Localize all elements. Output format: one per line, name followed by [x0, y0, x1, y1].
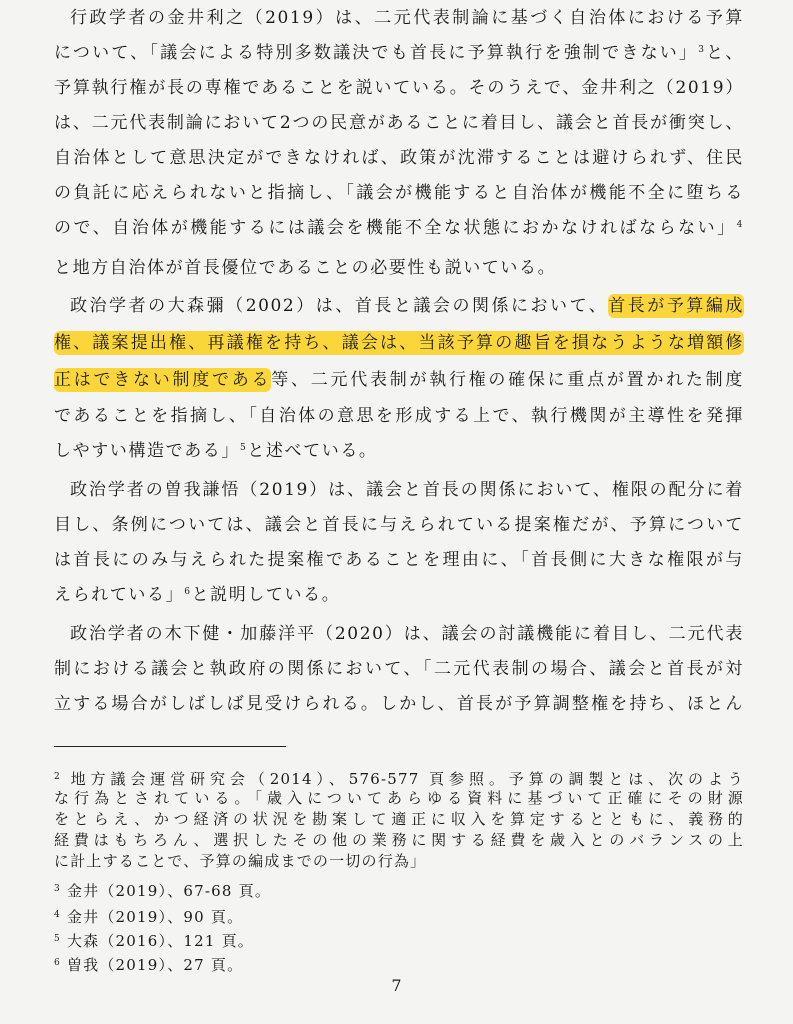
highlighted-text: 正はできない制度である — [54, 370, 272, 390]
body-line: は、二元代表制論において2つの民意があることに着目し、議会と首長が衝突し、 — [54, 113, 744, 133]
footnote-line: に計上することで、予算の編成までの一切の行為」 — [54, 852, 427, 870]
highlighted-text: 首長が予算編成 — [608, 296, 744, 316]
body-line: 正はできない制度である等、二元代表制が執行権の確保に重点が置かれた制度 — [54, 370, 744, 390]
footnote-line: な行為とされている。「歳入についてあらゆる資料に基づいて正確にその財源 — [54, 789, 744, 807]
footnote-line: $^6$ 曽我（2019）、27 頁。 — [54, 956, 244, 974]
body-line: と地方自治体が首長優位であることの必要性も説いている。 — [54, 258, 557, 278]
body-line: であることを指摘し、「自治体の意思を形成する上で、執行機関が主導性を発揮 — [54, 406, 744, 426]
body-line: 政治学者の曽我謙悟（2019）は、議会と首長の関係において、権限の配分に着 — [70, 480, 744, 500]
footnote-line: $^2$ 地方議会運営研究会（2014）、576‐577 頁参照。予算の調製とは、次のよう — [54, 770, 744, 788]
footnote-separator — [54, 746, 286, 747]
body-line: ので、自治体が機能するには議会を機能不全な状態におかなければならない」$^4$ — [54, 218, 744, 238]
body-line: 目し、条例については、議会と首長に与えられている提案権だが、予算について — [54, 515, 744, 535]
footnote-line: $^4$ 金井（2019）、90 頁。 — [54, 908, 244, 926]
body-line: 政治学者の大森彌（2002）は、首長と議会の関係において、首長が予算編成 — [70, 296, 744, 316]
footnote-line: をとらえ、かつ経済の状況を勘案して適正に収入を算定するとともに、義務的 — [54, 810, 744, 828]
body-line: 政治学者の木下健・加藤洋平（2020）は、議会の討議機能に着目し、二元代表 — [70, 624, 744, 644]
footnote-line: $^3$ 金井（2019）、67-68 頁。 — [54, 882, 272, 900]
body-line: について、「議会による特別多数議決でも首長に予算執行を強制できない」$^3$と、 — [54, 43, 744, 63]
body-line: 立する場合がしばしば見受けられる。しかし、首長が予算調整権を持ち、ほとん — [54, 694, 744, 714]
body-line — [54, 331, 744, 355]
body-line: しやすい構造である」$^5$と述べている。 — [54, 441, 378, 461]
body-line: は首長にのみ与えられた提案権であることを理由に、「首長側に大きな権限が与 — [54, 550, 744, 570]
footnote-line: 経費はもちろん、選択したその他の業務に関する経費を歳入とのバランスの上 — [54, 831, 744, 849]
page-number: 7 — [391, 976, 402, 995]
footnote-ref[interactable]: 4 — [736, 220, 744, 230]
footnote-ref[interactable]: 5 — [240, 443, 248, 453]
body-line: 予算執行権が長の専権であることを説いている。そのうえで、金井利之（2019） — [54, 78, 744, 98]
body-line: の負託に応えられないと指摘し、「議会が機能すると自治体が機能不全に堕ちる — [54, 183, 744, 203]
footnote-line: $^5$ 大森（2016）、121 頁。 — [54, 932, 255, 950]
footnote-ref[interactable]: 6 — [184, 587, 192, 597]
body-line: 行政学者の金井利之（2019）は、二元代表制論に基づく自治体における予算 — [70, 8, 744, 28]
body-line: 自治体として意思決定ができなければ、政策が沈滞することは避けられず、住民 — [54, 148, 744, 168]
highlighted-text: 権、議案提出権、再議権を持ち、議会は、当該予算の趣旨を損なうような増額修 — [54, 333, 744, 353]
body-line: えられている」$^6$と説明している。 — [54, 585, 341, 605]
body-line: 制における議会と執政府の関係において、「二元代表制の場合、議会と首長が対 — [54, 659, 744, 679]
footnote-ref[interactable]: 3 — [698, 45, 706, 55]
